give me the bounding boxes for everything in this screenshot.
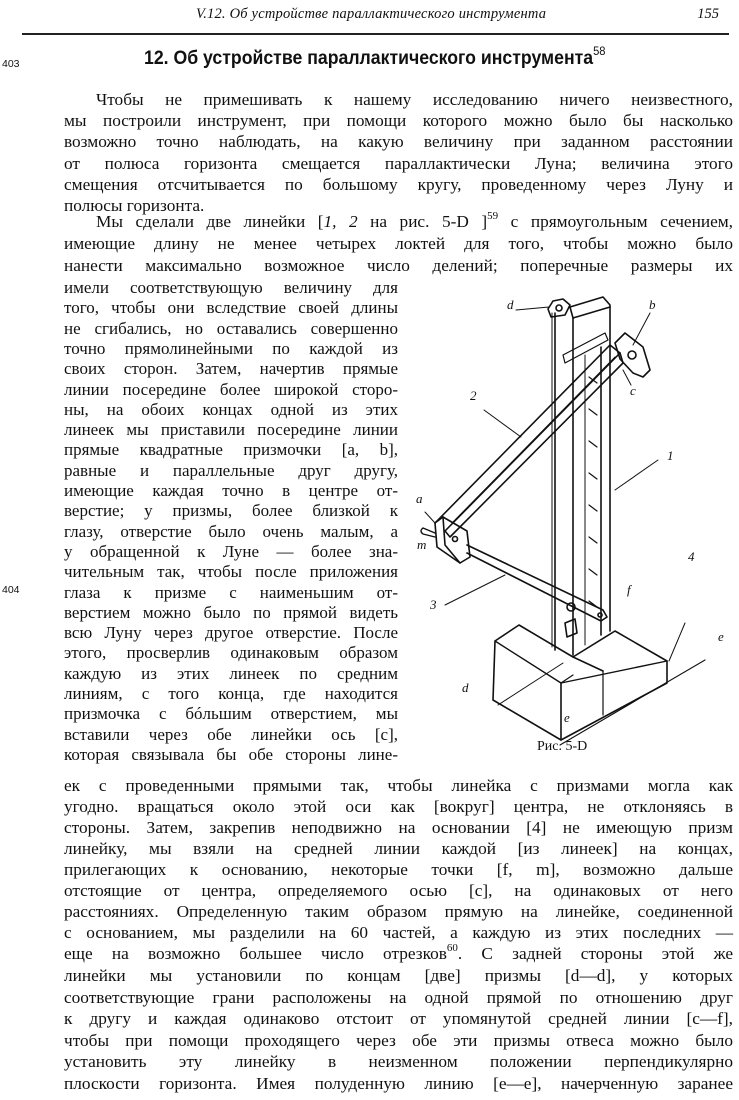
page-number: 155 <box>697 6 719 22</box>
label-1: 1 <box>667 448 674 463</box>
text-line: этого, просверлив одинаковым образом <box>64 643 398 663</box>
running-title: V.12. Об устройстве параллактического инструмента <box>196 6 547 22</box>
text-line: полюсы горизонта. <box>64 196 205 215</box>
text-line: имеющие длину не менее четырех локтей для того, чтобы можно было <box>64 234 733 253</box>
text-line: к другу и каждая одинаково отстоит от упомянутой средней линии [c—f], <box>64 1009 733 1028</box>
text-line: точно прямолинейными по каждой из <box>64 338 398 358</box>
label-b: b <box>649 297 656 312</box>
scale-tick <box>589 473 597 479</box>
diagonal-ruler <box>435 333 623 537</box>
text-line: призмочка с бóльшим отверстием, мы <box>64 704 398 724</box>
text-line: линейку, мы взяли на средней линии каждой [из линеек] на концах, <box>64 839 733 858</box>
header-rule <box>22 33 729 35</box>
text-line: верстием можно было по прямой видеть <box>64 602 398 622</box>
figure-caption: Рис. 5-D <box>537 739 588 754</box>
text-line: глаза к призме с наименьшим от- <box>64 582 398 602</box>
text-line: смещения отсчитывается по большому кругу, проведенному через Луну и <box>64 174 733 194</box>
text-line: всю Луну через другое отверстие. После <box>64 623 398 643</box>
text-line: чтобы при помощи проходящего через обе эти призмы отвеса можно было <box>64 1030 733 1050</box>
label-m: m <box>417 537 427 552</box>
section-title <box>144 44 606 70</box>
text-line: соответствующие грани расположены на одной прямой по отношению друг <box>64 987 733 1007</box>
text-line: равные и параллельные друг другу, <box>64 460 398 480</box>
label-d-bottom: d <box>462 680 469 695</box>
parallactic-instrument-drawing <box>405 285 735 765</box>
text-line: линиям, с того конца, где находится <box>64 684 398 703</box>
text-line: имели соответствующую величину для <box>64 278 398 297</box>
footnote-ref-60: 60 <box>446 942 458 954</box>
text-line: каждую из этих линеек по средним <box>64 663 398 683</box>
text-line: не сгибались, но оставались совершенно <box>64 318 398 338</box>
meridian-line <box>560 660 705 745</box>
footnote-ref-58: 58 <box>593 44 606 58</box>
text-line: того, чтобы они вследствие своей длины <box>64 298 398 318</box>
scale-tick <box>589 409 597 415</box>
text-line: глазу, отверстие было очень малым, а <box>64 521 398 541</box>
text-line: чительным так, чтобы после приложения <box>64 562 398 582</box>
label-d-top: d <box>507 297 514 312</box>
text-line: расстояниях. Определенную таким образом прямую на линейке, соединенной <box>64 902 733 921</box>
text-line: Мы сделали две линейки [1, 2 на рис. 5-D ]$^{59}$ с прямоугольным сечением, <box>96 210 734 231</box>
scale-ticks <box>589 377 597 607</box>
margin-number-403: 403 <box>2 58 20 70</box>
label-3: 3 <box>430 597 437 612</box>
text-line: ны, на обоих концах одной из этих <box>64 399 398 419</box>
figure-5d <box>405 285 735 765</box>
text-line: угодно. вращаться около этой оси как [вокруг] центра, не отклоняясь в <box>64 797 733 816</box>
text-line: прилегающих к основанию, некоторые точки [f, m], возможно дальше <box>64 860 733 879</box>
text-line: возможно точно наблюдать, на какую величину при заданном расстоянии <box>64 132 733 152</box>
margin-number-404: 404 <box>2 584 20 596</box>
text-line: верстие; у призмы, более близкой к <box>64 501 398 521</box>
text-line: которая связывала бы обе стороны лине- <box>64 744 398 764</box>
base-4 <box>493 625 667 740</box>
text-line: линии посередине более широкой сторо- <box>64 379 398 399</box>
text-line: имеющие каждая точно в центре от- <box>64 481 398 500</box>
text-line: у обращенной к Луне — более зна- <box>64 541 398 561</box>
text-line: мы построили инструмент, при помощи которого можно было бы насколько <box>64 111 733 131</box>
text-line: вставили через обе линейки ось [c], <box>64 724 398 744</box>
scale-tick <box>589 537 597 543</box>
label-c: c <box>630 383 636 398</box>
text-line: стороны. Затем, закрепив неподвижно на основании [4] не имеющую призм <box>64 818 733 837</box>
text-line: Чтобы не примешивать к нашему исследованию ничего неизвестного, <box>96 90 733 109</box>
section-title-text: 12. Об устройстве параллактического инструмента <box>144 48 594 69</box>
text-line: нанести максимально возможное число делений; поперечные размеры их <box>64 256 733 275</box>
scale-tick <box>589 441 597 447</box>
label-4: 4 <box>688 549 695 564</box>
scale-tick <box>589 569 597 575</box>
text-line: установить эту линейку в неизменном положении перпендикулярно <box>64 1052 733 1071</box>
running-head <box>0 4 739 26</box>
text-line: с основанием, мы разделили на 60 частей, а каждую из этих последних — <box>64 923 733 942</box>
label-e-bottom: e <box>564 710 570 725</box>
text-line: линейки мы установили по концам [две] призмы [d—d], у которых <box>64 966 733 985</box>
text-line: еще на возможно большее число отрезков$^{60}$. С задней стороны этой же <box>64 942 733 963</box>
text-line: прямые квадратные призмочки [a, b], <box>64 440 398 460</box>
prism-d-bottom <box>565 603 577 637</box>
text-line: от полюса горизонта смещается параллактически Луна; величина этого <box>64 153 733 173</box>
scale-tick <box>589 505 597 511</box>
text-line: своих сторон. Затем, начертив прямые <box>64 359 398 379</box>
footnote-ref-59: 59 <box>487 210 499 222</box>
text-line: отстоящие от центра, определяемого осью [c], на одинаковых от него <box>64 881 733 900</box>
prism-d-top <box>548 299 570 317</box>
label-a: a <box>416 491 423 506</box>
text-line: линеек мы приставили посередине линии <box>64 420 398 440</box>
label-f: f <box>627 582 631 597</box>
text-line: плоскости горизонта. Имея полуденную линию [e—e], начерченную заранее <box>64 1073 733 1093</box>
label-2: 2 <box>470 388 477 403</box>
label-e-right: e <box>718 629 724 644</box>
text-line: ек с проведенными прямыми так, чтобы линейка с призмами могла как <box>64 776 733 795</box>
